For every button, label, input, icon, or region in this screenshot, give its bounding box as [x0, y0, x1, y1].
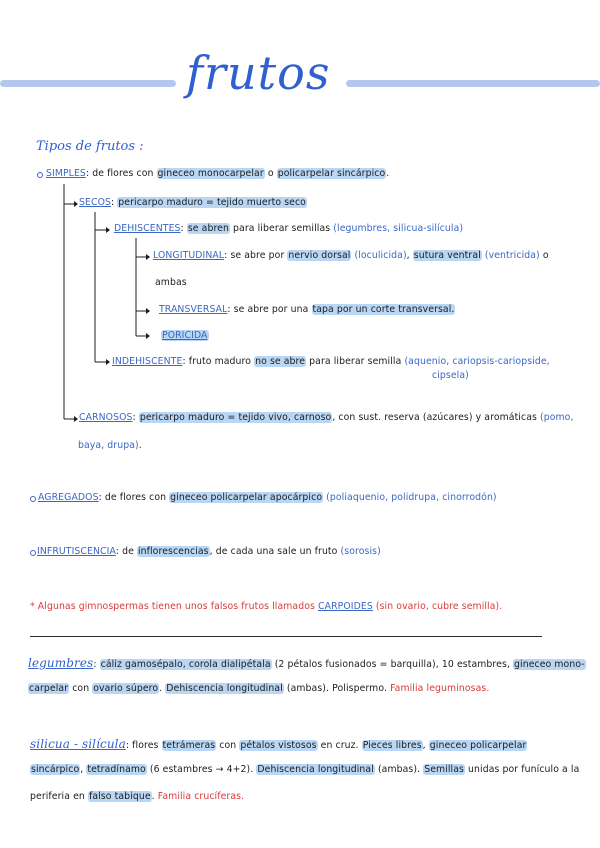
longitudinal-text: : se abre por: [224, 250, 288, 261]
silicua-text: .: [151, 791, 158, 802]
simples-highlight: gineceo monocarpelar: [157, 168, 264, 179]
carnosos-text: :: [132, 412, 139, 423]
carnosos-line-2: [78, 440, 142, 451]
transversal-text: : se abre por una: [227, 304, 312, 315]
note-highlight: CARPOIDES: [318, 601, 373, 612]
longitudinal-label: LONGITUDINAL: [153, 250, 225, 261]
transversal-line: [159, 304, 455, 315]
silicua-text: : flores: [125, 740, 162, 751]
note-text: * Algunas gimnospermas tienen unos falsos frutos llamados: [30, 601, 319, 612]
section-divider: [30, 636, 542, 637]
indehiscente-highlight: no se abre: [255, 356, 306, 367]
legumbres-text: :: [93, 659, 100, 670]
indehiscente-examples-cont: cipsela): [432, 370, 469, 381]
legumbres-highlight: gineceo mono-: [514, 659, 585, 670]
indehiscente-text: : fruto maduro: [182, 356, 255, 367]
agregados-examples: (poliaquenio, polidrupa, cinorrodón): [323, 492, 497, 503]
longitudinal-line: [153, 250, 549, 261]
silicua-text: en cruz.: [317, 740, 362, 751]
dehiscentes-highlight: se abren: [187, 223, 229, 234]
simples-text: .: [386, 168, 390, 179]
silicua-highlight: sincárpico: [31, 764, 80, 775]
infrutescencia-line: [37, 546, 381, 557]
dehiscentes-text: :: [180, 223, 187, 234]
silicua-text: ,: [422, 740, 429, 751]
carnosos-examples: (pomo,: [540, 412, 574, 423]
poricida-line: [161, 330, 209, 341]
silicua-label: silicua - silícula: [30, 737, 126, 751]
infrutescencia-label: INFRUTISCENCIA: [37, 546, 116, 557]
longitudinal-example: (loculicida): [351, 250, 407, 261]
carnosos-label: CARNOSOS: [79, 412, 133, 423]
silicua-highlight: gineceo policarpelar: [429, 740, 527, 751]
infrutescencia-text: , de cada una sale un fruto: [209, 546, 341, 557]
infrutescencia-highlight: inflorescencias: [137, 546, 209, 557]
longitudinal-highlight: nervio dorsal: [288, 250, 351, 261]
dehiscentes-text: para liberar semillas: [230, 223, 334, 234]
agregados-text: : de flores con: [98, 492, 170, 503]
secos-label: SECOS: [79, 197, 111, 208]
silicua-highlight: tetradínamo: [87, 764, 146, 775]
silicua-highlight: Pieces libres: [362, 740, 422, 751]
legumbres-highlight: cáliz gamosépalo, corola dialipétala: [100, 659, 271, 670]
dehiscentes-label: DEHISCENTES: [114, 223, 181, 234]
legumbres-label: legumbres: [28, 656, 94, 670]
carnosos-line: [79, 412, 574, 423]
legumbres-line-1: [28, 656, 586, 670]
transversal-highlight: tapa por un corte transversal.: [312, 304, 455, 315]
silicua-highlight: Dehiscencia longitudinal: [257, 764, 374, 775]
carnosos-text: .: [138, 440, 142, 451]
agregados-highlight: gineceo policarpelar apocárpico: [170, 492, 323, 503]
silicua-line-1: [30, 737, 527, 751]
page-title: frutos: [186, 46, 331, 100]
bullet-infrutescencia: [30, 550, 36, 556]
bullet-simples: [37, 172, 43, 178]
indehiscente-examples: (aquenio, cariopsis-cariopside,: [404, 356, 550, 367]
secos-text: :: [111, 197, 118, 208]
silicua-text: unidas por funículo a la: [465, 764, 580, 775]
agregados-label: AGREGADOS: [38, 492, 99, 503]
legumbres-family: Familia leguminosas.: [390, 683, 490, 694]
silicua-highlight: falso tabique: [88, 791, 151, 802]
indehiscente-line: [112, 356, 550, 367]
indehiscente-label: INDEHISCENTE: [112, 356, 183, 367]
silicua-text: (ambas).: [374, 764, 424, 775]
simples-highlight: policarpelar sincárpico: [277, 168, 386, 179]
legumbres-highlight: ovario súpero: [93, 683, 159, 694]
secos-line: [79, 197, 307, 208]
legumbres-text: con: [69, 683, 93, 694]
longitudinal-example: (ventricida): [481, 250, 540, 261]
poricida-label: PORICIDA: [162, 330, 208, 341]
simples-text: : de flores con: [85, 168, 157, 179]
silicua-text: (6 estambres → 4+2).: [146, 764, 257, 775]
legumbres-highlight: carpelar: [29, 683, 69, 694]
carnosos-examples-cont: baya, drupa): [78, 440, 139, 451]
note-text: (sin ovario, cubre semilla).: [372, 601, 503, 612]
longitudinal-text: ,: [406, 250, 413, 261]
bullet-agregados: [30, 496, 36, 502]
indehiscente-text: para liberar semilla: [306, 356, 405, 367]
dehiscentes-examples: (legumbres, silicua-silícula): [333, 223, 464, 234]
longitudinal-text: o: [539, 250, 549, 261]
legumbres-text: .: [159, 683, 166, 694]
silicua-text: ,: [80, 764, 87, 775]
silicua-highlight: tetrámeras: [162, 740, 216, 751]
infrutescencia-examples: (sorosis): [340, 546, 381, 557]
silicua-family: Familia crucíferas.: [157, 791, 245, 802]
agregados-line: [38, 492, 497, 503]
infrutescencia-text: : de: [115, 546, 137, 557]
carnosos-highlight: pericarpo maduro = tejido vivo, carnoso: [139, 412, 332, 423]
simples-label: SIMPLES: [46, 168, 86, 179]
dehiscentes-line: [114, 223, 463, 234]
transversal-label: TRANSVERSAL: [159, 304, 228, 315]
carnosos-text: , con sust. reserva (azúcares) y aromáticas: [332, 412, 540, 423]
simples-line: [46, 168, 389, 179]
silicua-text: periferia en: [30, 791, 88, 802]
longitudinal-highlight: sutura ventral: [413, 250, 481, 261]
silicua-text: con: [216, 740, 240, 751]
secos-highlight: pericarpo maduro = tejido muerto seco: [118, 197, 306, 208]
simples-text: o: [264, 168, 277, 179]
silicua-highlight: Semillas: [424, 764, 464, 775]
legumbres-text: (ambas). Polispermo.: [283, 683, 391, 694]
longitudinal-ambas: ambas: [155, 277, 187, 288]
silicua-line-3: [30, 791, 244, 802]
section-heading: Tipos de frutos :: [36, 139, 144, 154]
note-line: [30, 601, 502, 612]
legumbres-text: (2 pétalos fusionados = barquilla), 10 estambres,: [271, 659, 514, 670]
silicua-line-2: [30, 764, 579, 775]
silicua-highlight: pétalos vistosos: [240, 740, 317, 751]
legumbres-line-2: [28, 683, 489, 694]
legumbres-highlight: Dehiscencia longitudinal: [166, 683, 283, 694]
